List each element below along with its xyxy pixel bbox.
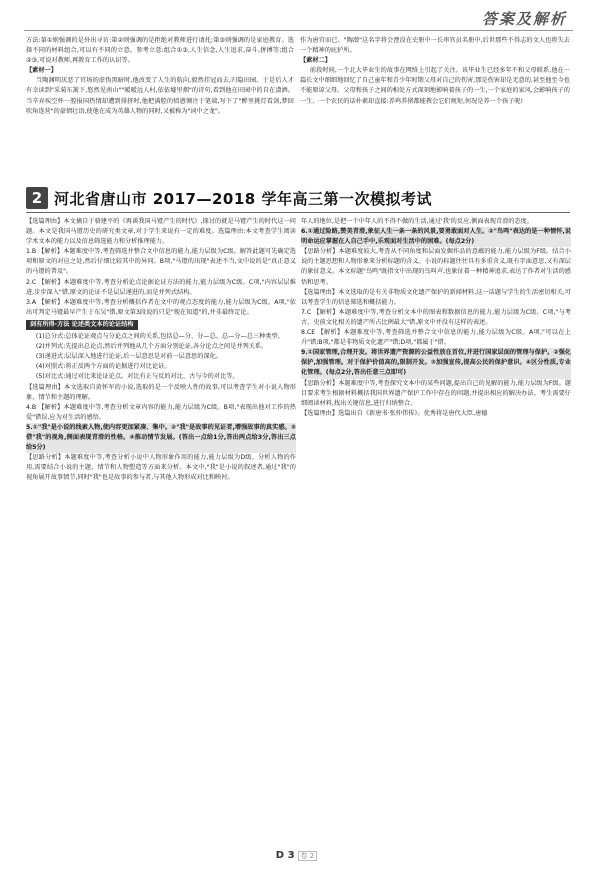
section-number: 2 bbox=[26, 187, 48, 209]
method-item: (5)对比式:通过对比来论证论点。对比有正与反的对比、古与今的对比等。 bbox=[35, 373, 239, 381]
paragraph: 【选篇理由】本文选取的是有关非物质文化遗产保护的新闻材料,这一话题与学生的生活密切相关,可以考查学生的信息筛选和概括能力。 bbox=[301, 288, 571, 306]
answer-highlight: 9.①国家管理,合理开发。将世界遗产资源的公益性放在首位,并进行国家层面的管理与保护。②强化保护,加强管理。对于保护价值高的,限制开发。③加强宣传,提高公民的保护意识。④区分性质,专业化管理。(每点2分,答出任意三点即可) bbox=[301, 348, 571, 378]
paragraph: 前段时间,一个北大毕业生的故事在网络上引起了关注。该毕业生已经多年不和父母联系,他在一篇长文中细细地回忆了自己童年和青少年时期父母对自己的伤害,那是伤害却是无意的,甚至他至今也不能原谅父母。父母和孩子之间的相处方式深刻地影响着孩子的一生,一个家庭的家风,会影响孩子的一生。一个农民的话朴素却直接:养鸡养猪都能教会它们规矩,何况是养一个孩子呢! bbox=[300, 67, 570, 105]
page-number-sub: 卷 2 bbox=[298, 851, 318, 861]
paragraph: 当陶渊明厌恶了官场的虚伪黑暗时,他改变了人生的航向,毅然挂冠而去,归隐田园。于是后人才有幸读到"采菊东篱下,悠然见南山""暧暧远人村,依依墟里烟"的诗句,看到他在田园中的自在潇洒。当辛弃疾空怀一腔报国热情却遭到排挤时,他把满腔的愤懑倾注于笔端,写下了"醉里挑灯看剑,梦回吹角连营"的豪情壮语,使他在成为英雄人物的同时,又被称为"词中之龙"。 bbox=[26, 77, 294, 115]
method-item: (1)总分式:总体论证观点与分论点之间的关系,包括总—分、分—总、总—分—总三种类型。 bbox=[35, 333, 284, 341]
header-title: 答案及解析 bbox=[481, 10, 567, 28]
top-right-column bbox=[300, 36, 570, 174]
answer-item: 1.B 【解析】本题难度中等,考查筛选并整合文中信息的能力,能力层级为C级。解答此题可先确定选项和原文的对应之处,然后仔细比较其中的异同。B项,"马镫的出现"表述不当,文中说的是"真正意义的马镫的普及"。 bbox=[26, 248, 296, 276]
paragraph: 【选篇理由】本文选取自黄怀军的小说,选取的是一个反映人性的故事,可以考查学生对小说人物形象、情节和主题的理解。 bbox=[26, 383, 296, 401]
paragraph: 作为唐宫而已。"陶潜"这名字将会湮没在史册中一长串官员名册中,后世那些不得志的文人也将失去一个精神的庇护所。 bbox=[300, 37, 570, 55]
analysis-item: 【思路分析】本题难度中等,考查探究文本中的某些问题,提出自己的见解的能力,能力层级为F级。题目要求考生根据材料概括我国世界遗产保护工作中存在的问题,并提出相应的解决办法。考生需要仔细阅读材料,找出关键信息,进行归纳整合。 bbox=[301, 379, 571, 407]
answer-item: 4.B 【解析】本题难度中等,考查分析文章内容的能力,能力层级为C级。B项,"表现出他对工作的热爱"错误,应为对生活的感悟。 bbox=[26, 403, 296, 421]
paragraph: 【选篇理由】本文摘自于骆建平的《再谈我国马镫产生的时代》,探讨的就是马镫产生的时代这一问题。本文是我国马镫历史的研究类文章,对于学生来说有一定的难度。选篇理由:本文考查学生阅读学术文本的能力以及信息筛选能力和分析推理能力。 bbox=[26, 218, 296, 246]
answer-item: 3.A 【解析】本题难度中等,考查分析概括作者在文中的观点态度的能力,能力层级为C级。A项,"依出可判定马镫最早产生于东吴"错,原文第3段说的只是"现在知道"的,并非最终定论。 bbox=[26, 298, 296, 316]
section-title: 河北省唐山市 2017—2018 学年高三第一次模拟考试 bbox=[54, 189, 432, 208]
left-column bbox=[26, 217, 296, 832]
answer-item: 7.C 【解析】本题难度中等,考查分析文本中的图表和数据信息的能力,能力层级为C级。C项,"与考古、史前文化相关的遗产所占比例最大"错,原文中并没有这样的表述。 bbox=[301, 308, 571, 326]
page-number bbox=[0, 850, 593, 861]
paragraph: 【选篇理由】选篇出自《新唐书·张仲伟传》。优秀将是唐代大臣,唐德 bbox=[301, 409, 488, 417]
analysis-item: 【思路分析】本题难度较大,考查从不同角度和层面发掘作品的意蕴的能力,能力层级为F级。结合小说的主题思想和人物形象来分析标题的含义。小说的标题往往具有多重含义,既有字面意思,又有深层的象征意义。本文标题"鸟鸣"既指文中出现的鸟叫声,也象征着一种精神追求,表达了作者对生活的感悟和思考。 bbox=[301, 248, 571, 286]
material-heading: 【素材一】 bbox=[26, 67, 57, 75]
method-item: (3)递进式:层层深入地进行论证,后一层意思是对前一层意思的深化。 bbox=[35, 353, 222, 361]
banner-divider bbox=[26, 212, 570, 213]
page-number-main: D 3 bbox=[275, 850, 295, 861]
section-banner bbox=[26, 186, 570, 210]
answer-highlight: 6.①通过险路,赞美青滑,象征人生一条一条的风景,要勇敢面对人生。②"鸟鸣"表达的是一种情怀,说明命运应掌握在人自己手中,乐观面对生活中的困难。(每点2分) bbox=[301, 227, 571, 247]
right-column bbox=[301, 217, 571, 832]
material-heading: 【素材二】 bbox=[300, 57, 331, 65]
header-divider bbox=[24, 30, 573, 31]
top-left-column bbox=[26, 36, 294, 174]
answer-highlight: 5.①"我"是小说的线索人物,使内容更加紧凑、集中。②"我"是故事的见证者,增强故事的真实感。③借"我"的视角,侧面表现青滑的性格。④推动情节发展。(答出一点给1分,答出两点给3分,答出三点给5分) bbox=[26, 423, 296, 453]
method-item: (2)并列式:先提出总论点,然后并列地从几个方面分别论证,各分论点之间是并列关系。 bbox=[35, 343, 268, 351]
method-subhead: 剑有所得·方法 论述类文本的论证结构 bbox=[26, 320, 138, 330]
paragraph: 方法:第①则强调的是外出寻访:第②则强调的是拒绝对教师进行请托;第③则强调的是家庭教育。选择不同的材料组合,可以有不同的立意。参考立意:组合①③,人生信念,人生追求,奋斗,拼搏等;组合②③,可说对教师,再教育工作的认识等。 bbox=[26, 37, 294, 65]
analysis-item: 【思路分析】本题难度中等,考查分析小说中人物形象作用的能力,能力层级为D级。分析人物的作用,需要结合小说的主题、情节和人物塑造等方面来分析。本文中,"我"是小说的叙述者,通过"我"的视角展开故事情节,同时"我"也是故事的参与者,与其他人物形成对比和映衬。 bbox=[26, 454, 296, 482]
method-item: (4)对照式:将正反两个方面的论据进行对比论证。 bbox=[35, 363, 171, 371]
paragraph: 年人的地位,是把一个中年人的不得不做的生活,通过'我'的反应,侧面表现青滑的态度。 bbox=[301, 218, 534, 225]
answer-item: 2.C 【解析】本题难度中等,考查分析论点论据论证方法的能力,能力层级为C级。C项,"内容层层推进,步步深入"错,原文的论证不是层层递进的,而是并列式结构。 bbox=[26, 278, 296, 296]
answer-item: 8.CE 【解析】本题难度中等,考查筛选并整合文中信息的能力,能力层级为C级。A项,"可以在上升"错;B项,"都是非物质文化遗产"错;D项,"都属于"错。 bbox=[301, 329, 571, 347]
